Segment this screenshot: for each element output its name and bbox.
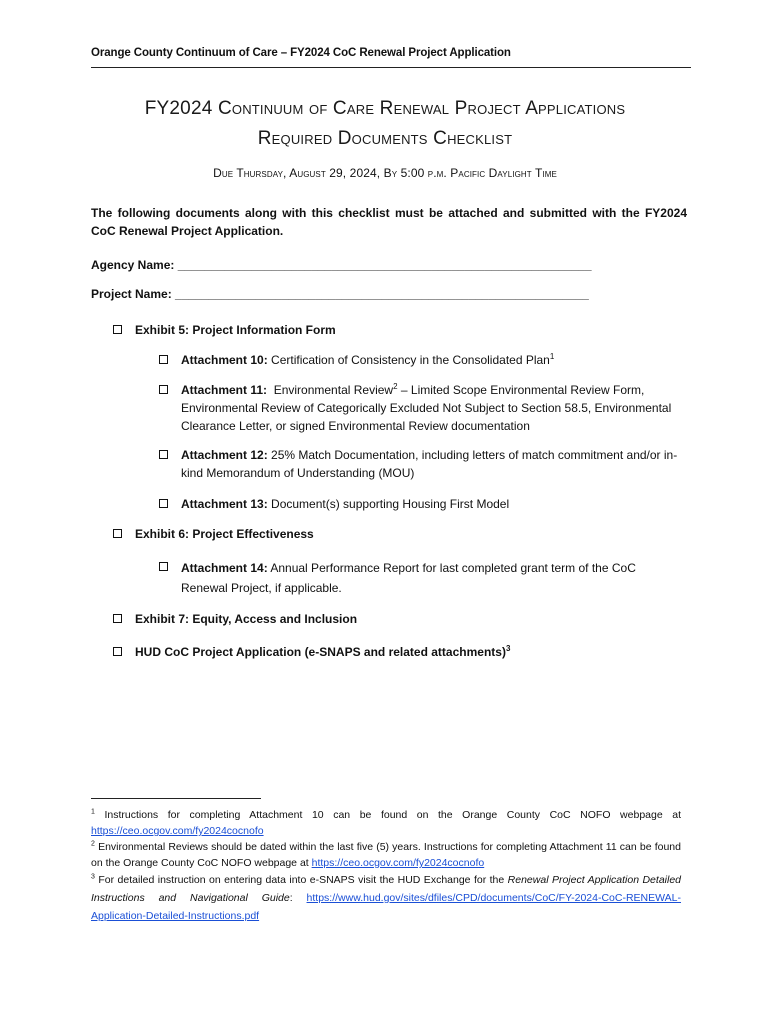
attachment-13-text: Attachment 13: Document(s) supporting Housing First Model [181,497,510,511]
footnote-3-link[interactable]: https://www.hud.gov/sites/dfiles/CPD/documents/CoC/FY-2024-CoC-RENEWAL-Application-Detailed-Instructions.pdf [91,892,681,922]
checkbox-icon[interactable] [113,647,122,656]
exhibit-7-label: Exhibit 7: Equity, Access and Inclusion [135,612,358,626]
attachment-10-text: Attachment 10: Certification of Consistency in the Consolidated Plan$^1$ [181,352,555,367]
document-title-line-1: FY2024 Continuum of Care Renewal Project Applications [144,98,626,119]
footnote-2-link[interactable]: https://ceo.ocgov.com/fy2024cocnofo [311,857,485,869]
checkbox-icon[interactable] [159,355,168,364]
agency-name-field[interactable] [91,258,592,272]
due-date-subtitle: Due Thursday, August 29, 2024, By 5:00 p.m. Pacific Daylight Time [213,166,557,180]
checkbox-icon[interactable] [159,499,168,508]
attachment-14-text: Attachment 14: Annual Performance Report for last completed grant term of the CoC Renewal Project, if applicable. [181,561,636,595]
footnote-3: $^3$ For detailed instruction on entering data into e-SNAPS visit the HUD Exchange for the Renewal Project Application Detailed Instructions and Navigational Guide: https://www.hud.gov/sites/dfiles/CPD/documents/CoC/FY-2024-CoC-RENEWAL-Application-Detailed-Instructions.pdf [91,873,681,922]
footnote-separator [91,798,261,799]
document-title-line-2: Required Documents Checklist [257,128,513,149]
agency-name-label: Agency Name: [91,258,175,272]
footnote-ref-1: 1 [549,352,555,361]
hud-application-label: HUD CoC Project Application (e-SNAPS and related attachments)$^3$ [135,644,511,659]
project-name-label: Project Name: [91,287,172,301]
checkbox-icon[interactable] [159,450,168,459]
footnote-1-link[interactable]: https://ceo.ocgov.com/fy2024cocnofo [91,825,264,837]
checkbox-icon[interactable] [159,385,168,394]
project-name-field[interactable] [91,287,589,301]
attachment-12-text: Attachment 12: 25% Match Documentation, including letters of match commitment and/or in-kind Memorandum of Understanding (MOU) [181,448,678,480]
running-header: Orange County Continuum of Care – FY2024 CoC Renewal Project Application [91,47,511,59]
exhibit-6-label: Exhibit 6: Project Effectiveness [135,527,314,541]
footnote-ref-2: 2 [393,382,398,391]
attachment-11-text: Attachment 11: Environmental Review$^2$ – Limited Scope Environmental Review Form, Environmental Review of Categorically Excluded Not Subject to Section 58.5, Environmental Clearance Letter, or signed Environmental Review documentation [181,382,672,433]
footnote-2: $^2$ Environmental Reviews should be dated within the last five (5) years. Instructions for completing Attachment 11 can be found on the Orange County CoC NOFO webpage at https://ceo.ocgov.com/fy2024cocnofo [91,840,681,869]
footnote-1: $^1$ Instructions for completing Attachment 10 can be found on the Orange County CoC NOFO webpage at https://ceo.ocgov.com/fy2024cocnofo [91,808,681,837]
header-rule [91,67,691,68]
agency-name-blank[interactable]: ______________________________________________________________ [177,258,592,272]
checkbox-icon[interactable] [113,325,122,334]
footnote-ref-3: 3 [505,644,511,653]
checkbox-icon[interactable] [113,614,122,623]
checkbox-icon[interactable] [159,562,168,571]
checkbox-icon[interactable] [113,529,122,538]
exhibit-5-label: Exhibit 5: Project Information Form [135,323,336,337]
footnotes [91,807,681,925]
project-name-blank[interactable]: ______________________________________________________________ [175,287,589,301]
intro-paragraph: The following documents along with this checklist must be attached and submitted with the FY2024 CoC Renewal Project Application. [91,206,687,238]
